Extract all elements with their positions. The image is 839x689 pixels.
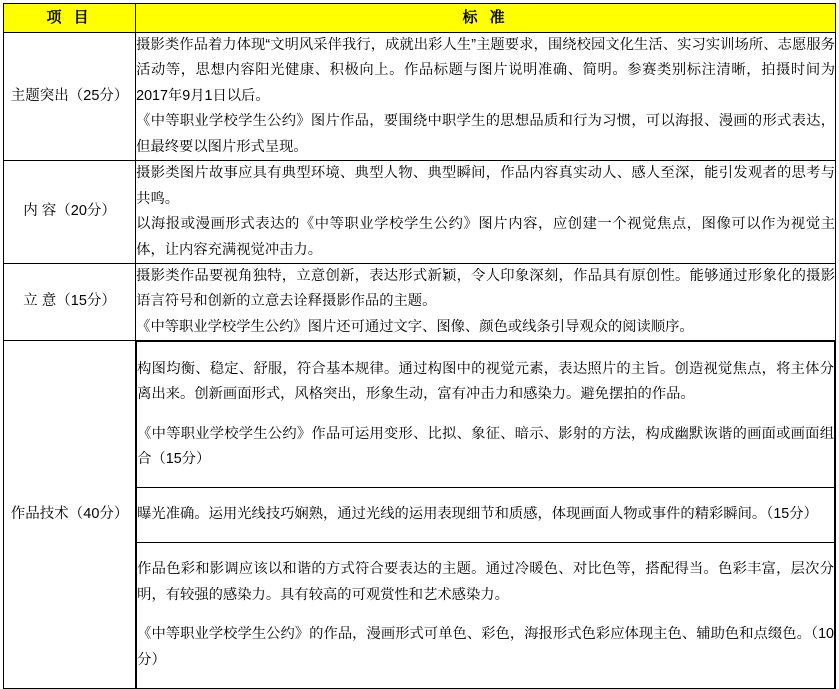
table-row <box>4 341 836 688</box>
standard-paragraph: 以海报或漫画形式表达的《中等职业学校学生公约》图片内容，应创建一个视觉焦点，图像可以作为视觉主体，让内容充满视觉冲击力。 <box>136 216 835 258</box>
standard-paragraph: 《中等职业学校学生公约》的作品，漫画形式可单色、彩色，海报形式色彩应体现主色、辅助色和点缀色。（10分） <box>137 626 834 668</box>
standard-paragraph: 摄影类作品要视角独特，立意创新，表达形式新颖，令人印象深刻，作品具有原创性。能够通过形象化的摄影语言符号和创新的立意去诠释摄影作品的主题。 <box>136 267 835 310</box>
sub-row-content <box>137 542 835 687</box>
table-header-row <box>4 4 836 33</box>
sub-row <box>137 487 835 542</box>
row-standard-content <box>136 33 836 161</box>
standard-paragraph: 摄影类作品着力体现“文明风采伴我行，成就出彩人生”主题要求，围绕校园文化生活、实习实训场所、志愿服务活动等，思想内容阳光健康、积极向上。作品标题与图片说明准确、简明。参赛类别标注清晰，拍摄时间为2017年9月1日以后。 <box>136 37 835 104</box>
standard-paragraph: 作品色彩和影调应该以和谐的方式符合要表达的主题。通过冷暖色、对比色等，搭配得当。色彩丰富，层次分明，有较强的感染力。具有较高的可观赏性和艺术感染力。 <box>137 561 834 603</box>
header-item: 项 目 <box>4 4 136 33</box>
criteria-table <box>3 3 836 689</box>
row-standard-content <box>136 161 836 264</box>
sub-criteria-table <box>136 341 835 687</box>
table-row <box>4 33 836 161</box>
table-row <box>4 161 836 264</box>
row-item-label: 立 意（15分） <box>4 263 136 340</box>
table-row <box>4 263 836 340</box>
row-item-label: 作品技术（40分） <box>4 341 136 688</box>
row-standard-content <box>136 341 836 688</box>
row-standard-content <box>136 263 836 340</box>
row-item-label: 内 容（20分） <box>4 161 136 264</box>
standard-paragraph: 《中等职业学校学生公约》图片作品，要围绕中职学生的思想品质和行为习惯，可以海报、漫画的形式表达，但最终要以图片形式呈现。 <box>136 113 835 155</box>
standard-paragraph: 《中等职业学校学生公约》图片还可通过文字、图像、颜色或线条引导观众的阅读顺序。 <box>136 318 694 335</box>
sub-row-content <box>137 342 835 488</box>
sub-row-content <box>137 487 835 542</box>
header-standard: 标 准 <box>136 4 836 33</box>
sub-row <box>137 542 835 687</box>
standard-paragraph: 曝光准确。运用光线技巧娴熟，通过光线的运用表现细节和质感，体现画面人物或事件的精彩瞬间。（15分） <box>137 506 818 523</box>
standard-paragraph: 摄影类图片故事应具有典型环境、典型人物、典型瞬间，作品内容真实动人、感人至深，能引发观者的思考与共鸣。 <box>136 165 835 207</box>
standard-paragraph: 构图均衡、稳定、舒服，符合基本规律。通过构图中的视觉元素，表达照片的主旨。创造视觉焦点，将主体分离出来。创新画面形式，风格突出，形象生动，富有冲击力和感染力。避免摆拍的作品。 <box>137 360 834 402</box>
standard-paragraph: 《中等职业学校学生公约》作品可运用变形、比拟、象征、暗示、影射的方法，构成幽默诙谐的画面或画面组合（15分） <box>137 425 834 468</box>
row-item-label: 主题突出（25分） <box>4 33 136 161</box>
sub-row <box>137 342 835 488</box>
